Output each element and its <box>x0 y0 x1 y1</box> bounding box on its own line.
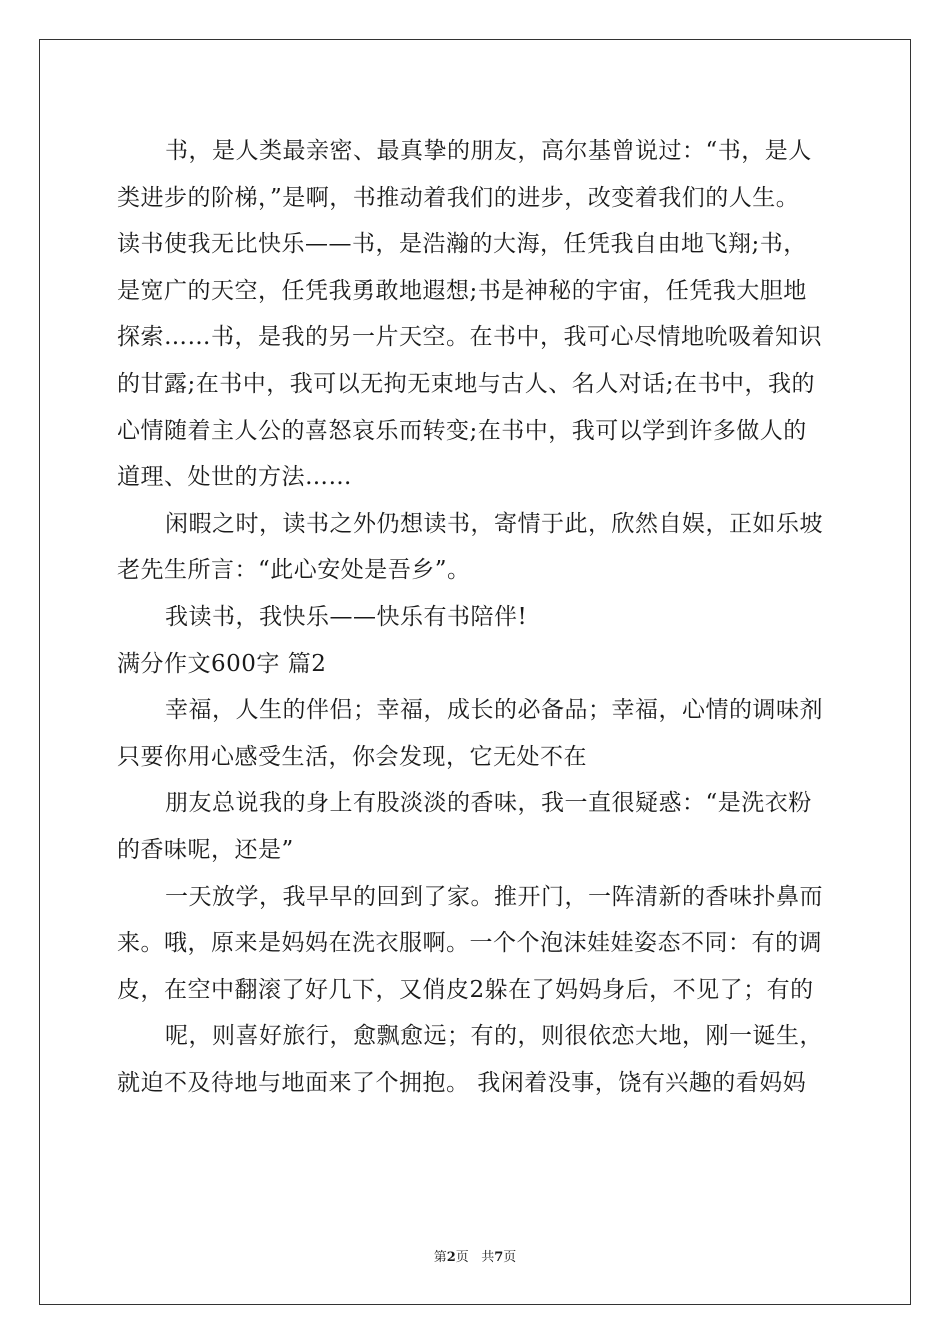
text-line: 书，是人类最亲密、最真挚的朋友，高尔基曾说过：“书，是人 <box>165 138 812 164</box>
text-line: 幸福，人生的伴侣；幸福，成长的必备品；幸福，心情的调味剂 <box>165 697 823 724</box>
text-line: 我读书，我快乐——快乐有书陪伴! <box>165 603 528 630</box>
text-line: 就迫不及待地与地面来了个拥抱。 我闲着没事，饶有兴趣的看妈妈 <box>117 1069 807 1096</box>
text-line: 一天放学，我早早的回到了家。推开门，一阵清新的香味扑鼻而 <box>165 883 823 910</box>
footer-page-unit: 页 <box>455 1250 469 1265</box>
section-heading: 满分作文600字 篇2 <box>117 650 327 677</box>
text-line: 的香味呢，还是” <box>117 836 294 863</box>
text-line: 只要你用心感受生活，你会发现，它无处不在 <box>117 743 587 770</box>
footer-total-unit: 页 <box>503 1250 517 1265</box>
text-line: 心情随着主人公的喜怒哀乐而转变;在书中，我可以学到许多做人的 <box>117 417 807 444</box>
text-line: 的甘露;在书中，我可以无拘无束地与古人、名人对话;在书中，我的 <box>117 370 815 397</box>
text-line: 呢，则喜好旅行，愈飘愈远；有的，则很依恋大地，刚一诞生， <box>165 1023 823 1050</box>
text-line: 皮，在空中翻滚了好几下，又俏皮2躲在了妈妈身后，不见了；有的 <box>117 976 814 1003</box>
text-line: 闲暇之时，读书之外仍想读书，寄情于此，欣然自娱，正如乐坡 <box>165 510 823 537</box>
footer-prefix: 第 <box>433 1250 447 1265</box>
text-line: 老先生所言：“此心安处是吾乡”。 <box>117 557 471 584</box>
text-line: 朋友总说我的身上有股淡淡的香味，我一直很疑惑：“是洗衣粉 <box>165 790 812 817</box>
current-page-number: 2 <box>446 1250 456 1265</box>
text-line: 探索……书，是我的另一片天空。在书中，我可心尽情地吮吸着知识 <box>117 324 822 351</box>
text-line: 是宽广的天空，任凭我勇敢地遐想;书是神秘的宇宙，任凭我大胆地 <box>117 277 807 304</box>
text-line: 来。哦，原来是妈妈在洗衣服啊。一个个泡沫娃娃姿态不同：有的调 <box>117 930 822 957</box>
text-line: 道理、处世的方法…… <box>117 464 352 491</box>
text-line: 类进步的阶梯，”是啊，书推动着我们的进步，改变着我们的人生。 <box>117 184 800 211</box>
page-footer <box>0 1246 950 1265</box>
total-page-number: 7 <box>494 1250 504 1265</box>
text-line: 读书使我无比快乐——书，是浩瀚的大海，任凭我自由地飞翔;书， <box>117 231 807 258</box>
document-body <box>117 128 837 1106</box>
footer-total-prefix: 共 <box>481 1250 495 1265</box>
